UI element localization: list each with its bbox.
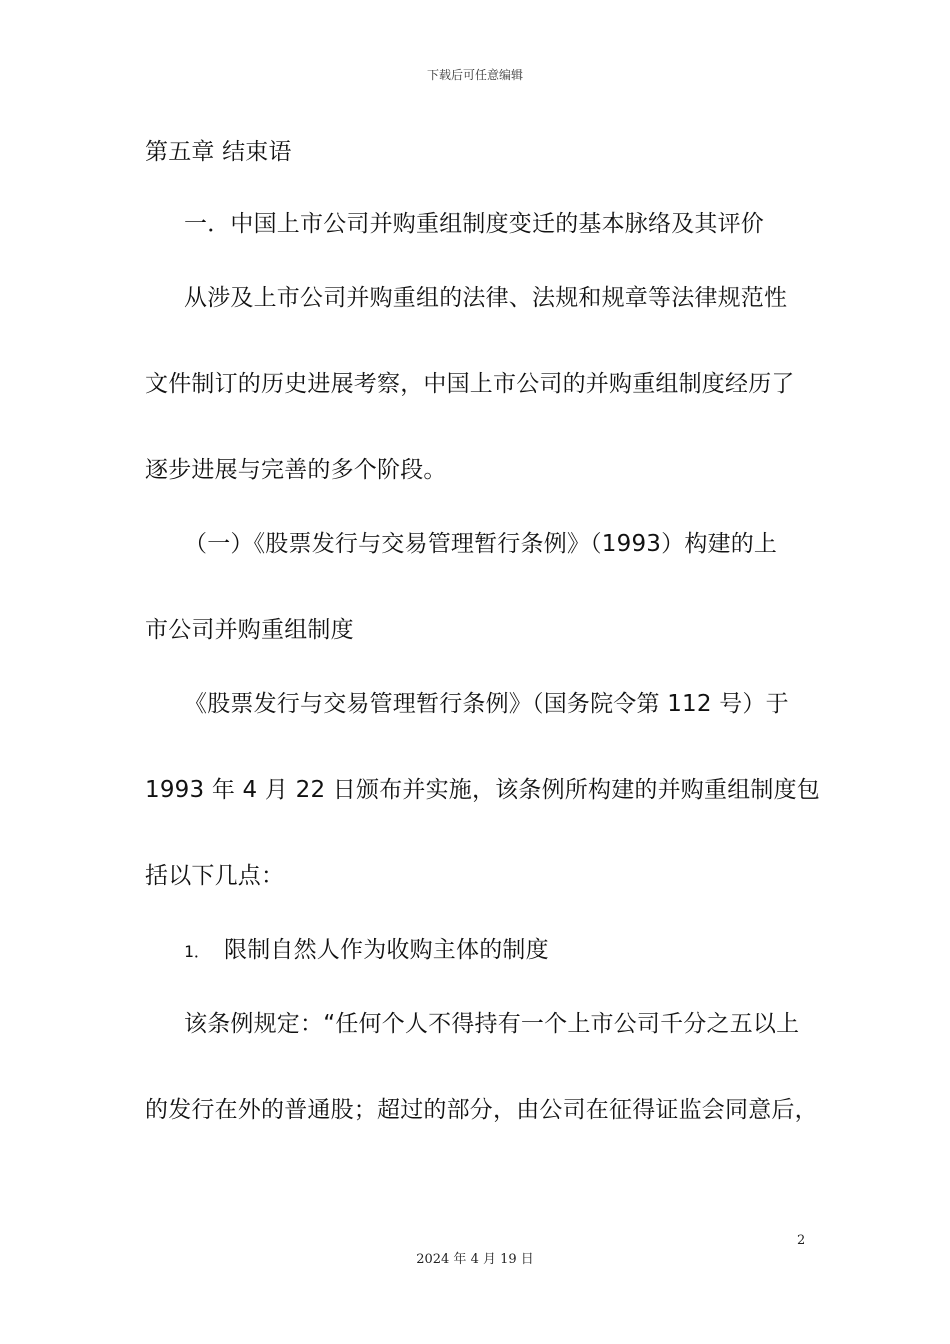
section-heading: 一．中国上市公司并购重组制度变迁的基本脉络及其评价 — [184, 211, 764, 237]
chapter-title: 第五章 结束语 — [145, 139, 292, 165]
paragraph-1-line-3: 逐步进展与完善的多个阶段。 — [145, 457, 447, 483]
page-header: 下载后可任意编辑 — [426, 68, 523, 82]
subheading-1-line-1: （一）《股票发行与交易管理暂行条例》（1993）构建的上 — [184, 531, 778, 557]
page-number: 2 — [797, 1233, 806, 1248]
list-item — [184, 935, 549, 967]
paragraph-1-line-1: 从涉及上市公司并购重组的法律、法规和规章等法律规范性 — [184, 285, 788, 311]
paragraph-3-line-2: 的发行在外的普通股；超过的部分，由公司在征得证监会同意后， — [145, 1097, 818, 1123]
footer-date: 2024 年 4 月 19 日 — [416, 1252, 534, 1267]
paragraph-2-line-2: 1993 年 4 月 22 日颁布并实施，该条例所构建的并购重组制度包 — [145, 777, 820, 803]
paragraph-1-line-2: 文件制订的历史进展考察，中国上市公司的并购重组制度经历了 — [145, 371, 795, 397]
list-item-text: 限制自然人作为收购主体的制度 — [224, 937, 549, 963]
list-item-number: 1． — [184, 942, 211, 961]
subheading-1-line-2: 市公司并购重组制度 — [145, 617, 354, 643]
paragraph-2-line-3: 括以下几点： — [145, 863, 285, 889]
paragraph-2-line-1: 《股票发行与交易管理暂行条例》（国务院令第 112 号）于 — [184, 691, 789, 717]
paragraph-3-line-1: 该条例规定：“任何个人不得持有一个上市公司千分之五以上 — [184, 1011, 800, 1037]
